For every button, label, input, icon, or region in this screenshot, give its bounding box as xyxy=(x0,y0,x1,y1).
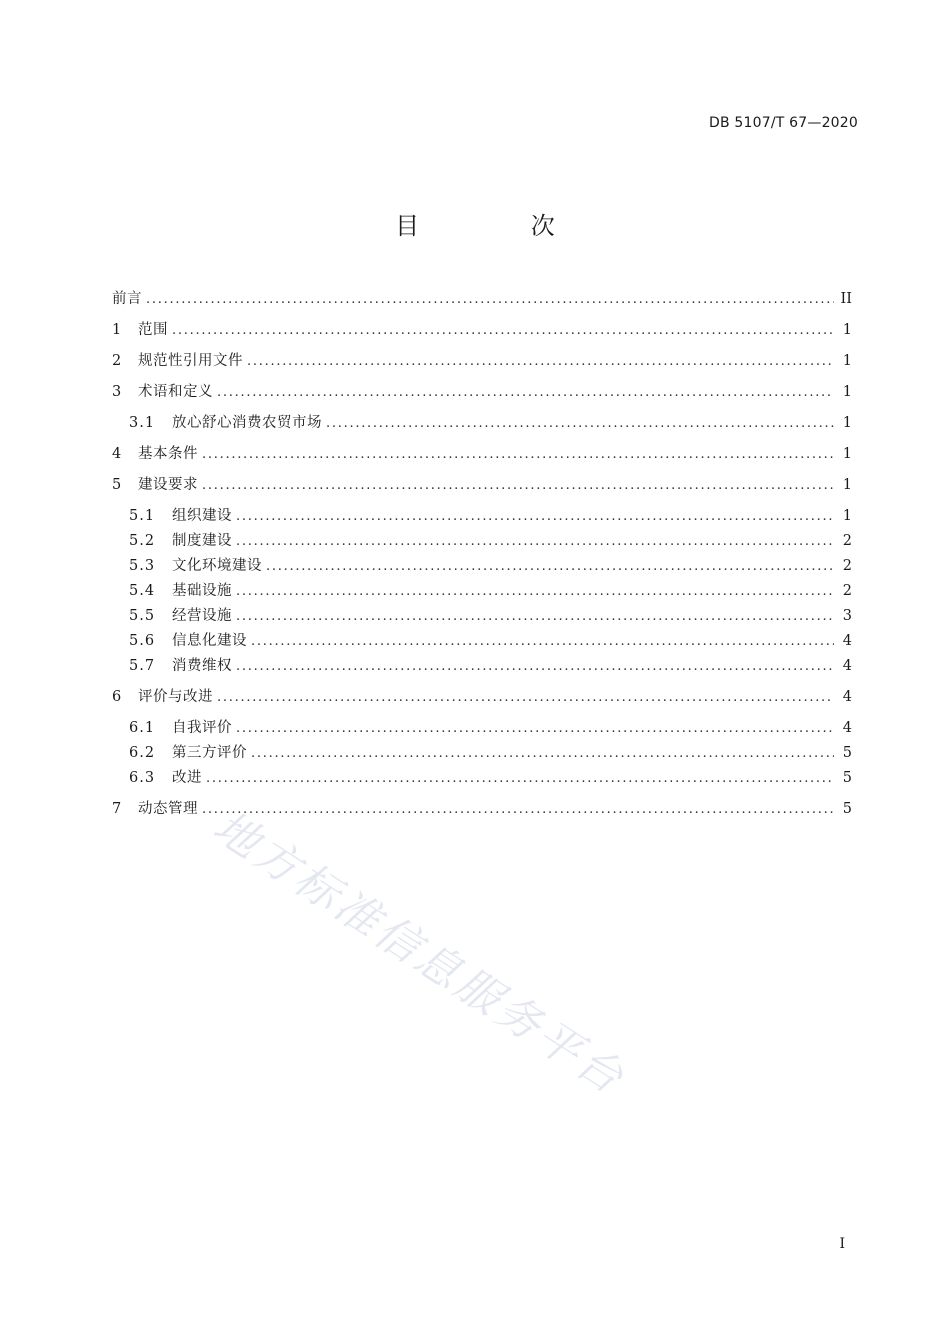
toc-entry-number: 4 xyxy=(112,446,123,462)
toc-entry-label: 建设要求 xyxy=(138,477,198,493)
toc-entry-number: 5.2 xyxy=(129,533,156,549)
toc-entry-number: 6 xyxy=(112,689,123,705)
dot-leader xyxy=(236,504,834,529)
toc-title: 目 次 xyxy=(395,212,607,240)
toc-entry-page: 3 xyxy=(842,608,852,624)
toc-entry-page: 5 xyxy=(842,801,852,817)
toc-entry-page: 1 xyxy=(842,508,852,524)
dot-leader xyxy=(236,529,834,554)
toc-entry-page: 1 xyxy=(842,477,852,493)
toc-entry-label: 动态管理 xyxy=(138,801,198,817)
toc-entry-label: 范围 xyxy=(138,322,168,338)
toc-entry-3[interactable] xyxy=(112,380,852,405)
toc-entry-page: 1 xyxy=(842,384,852,400)
toc-entry-label: 文化环境建设 xyxy=(172,558,262,574)
toc-entry-page: II xyxy=(840,291,852,307)
toc-entry-page: 2 xyxy=(842,558,852,574)
toc-entry-6-3[interactable] xyxy=(112,766,852,791)
toc-entry-7[interactable] xyxy=(112,797,852,822)
toc-entry-number: 5.3 xyxy=(129,558,156,574)
toc-entry-page: 1 xyxy=(842,322,852,338)
toc-entry-label: 术语和定义 xyxy=(138,384,213,400)
toc-entry-number: 5.4 xyxy=(129,583,156,599)
toc-entry-label: 经营设施 xyxy=(172,608,232,624)
toc-entry-page: 4 xyxy=(842,689,852,705)
toc-entry-number: 5 xyxy=(112,477,123,493)
toc-entry-number: 5.1 xyxy=(129,508,156,524)
toc-entry-label: 评价与改进 xyxy=(138,689,213,705)
toc-entry-number: 5.7 xyxy=(129,658,156,674)
toc-entry-label: 基本条件 xyxy=(138,446,198,462)
toc-entry-page: 5 xyxy=(842,745,852,761)
toc-entry-page: 1 xyxy=(842,415,852,431)
dot-leader xyxy=(236,716,834,741)
dot-leader xyxy=(217,685,834,710)
dot-leader xyxy=(217,380,834,405)
toc-entry-5-3[interactable] xyxy=(112,554,852,579)
toc-entry-5-5[interactable] xyxy=(112,604,852,629)
toc-entry-number: 6.3 xyxy=(129,770,156,786)
dot-leader xyxy=(202,797,834,822)
toc-entry-5-7[interactable] xyxy=(112,654,852,679)
dot-leader xyxy=(251,741,834,766)
dot-leader xyxy=(202,473,834,498)
dot-leader xyxy=(251,629,834,654)
toc-entry-label: 改进 xyxy=(172,770,202,786)
dot-leader xyxy=(236,654,834,679)
dot-leader xyxy=(146,287,834,312)
toc-entry-page: 1 xyxy=(842,353,852,369)
toc-entry-number: 5.5 xyxy=(129,608,156,624)
toc-entry-5-4[interactable] xyxy=(112,579,852,604)
page-number: I xyxy=(839,1236,845,1252)
dot-leader xyxy=(247,349,834,374)
toc-entry-label: 规范性引用文件 xyxy=(138,353,243,369)
toc-entry-number: 5.6 xyxy=(129,633,156,649)
toc-entry-label: 信息化建设 xyxy=(172,633,247,649)
toc-entry-2[interactable] xyxy=(112,349,852,374)
toc-entry-page: 4 xyxy=(842,658,852,674)
standard-number: DB 5107/T 67—2020 xyxy=(708,115,858,131)
toc-entry-1[interactable] xyxy=(112,318,852,343)
toc-entry-label: 组织建设 xyxy=(172,508,232,524)
dot-leader xyxy=(236,579,834,604)
dot-leader xyxy=(326,411,834,436)
table-of-contents xyxy=(112,287,852,822)
toc-entry-5-2[interactable] xyxy=(112,529,852,554)
toc-entry-foreword[interactable] xyxy=(112,287,852,312)
dot-leader xyxy=(206,766,834,791)
toc-entry-5-6[interactable] xyxy=(112,629,852,654)
toc-entry-number: 3 xyxy=(112,384,123,400)
toc-entry-number: 2 xyxy=(112,353,123,369)
toc-entry-number: 3.1 xyxy=(129,415,156,431)
toc-entry-label: 前言 xyxy=(112,291,142,307)
toc-entry-label: 放心舒心消费农贸市场 xyxy=(172,415,322,431)
toc-entry-5-1[interactable] xyxy=(112,504,852,529)
toc-entry-label: 消费维权 xyxy=(172,658,232,674)
toc-entry-page: 2 xyxy=(842,533,852,549)
dot-leader xyxy=(266,554,834,579)
toc-entry-page: 4 xyxy=(842,720,852,736)
toc-entry-label: 第三方评价 xyxy=(172,745,247,761)
toc-entry-number: 7 xyxy=(112,801,123,817)
toc-entry-5[interactable] xyxy=(112,473,852,498)
toc-entry-page: 5 xyxy=(842,770,852,786)
toc-entry-page: 1 xyxy=(842,446,852,462)
toc-entry-6-2[interactable] xyxy=(112,741,852,766)
dot-leader xyxy=(202,442,834,467)
toc-entry-page: 2 xyxy=(842,583,852,599)
toc-entry-number: 6.2 xyxy=(129,745,156,761)
toc-entry-6-1[interactable] xyxy=(112,716,852,741)
dot-leader xyxy=(172,318,834,343)
toc-entry-page: 4 xyxy=(842,633,852,649)
toc-entry-label: 自我评价 xyxy=(172,720,232,736)
toc-entry-label: 制度建设 xyxy=(172,533,232,549)
dot-leader xyxy=(236,604,834,629)
toc-entry-number: 1 xyxy=(112,322,123,338)
toc-entry-3-1[interactable] xyxy=(112,411,852,436)
toc-entry-label: 基础设施 xyxy=(172,583,232,599)
toc-entry-number: 6.1 xyxy=(129,720,156,736)
toc-entry-6[interactable] xyxy=(112,685,852,710)
watermark-text: 地方标准信息服务平台 xyxy=(204,801,635,1106)
toc-entry-4[interactable] xyxy=(112,442,852,467)
